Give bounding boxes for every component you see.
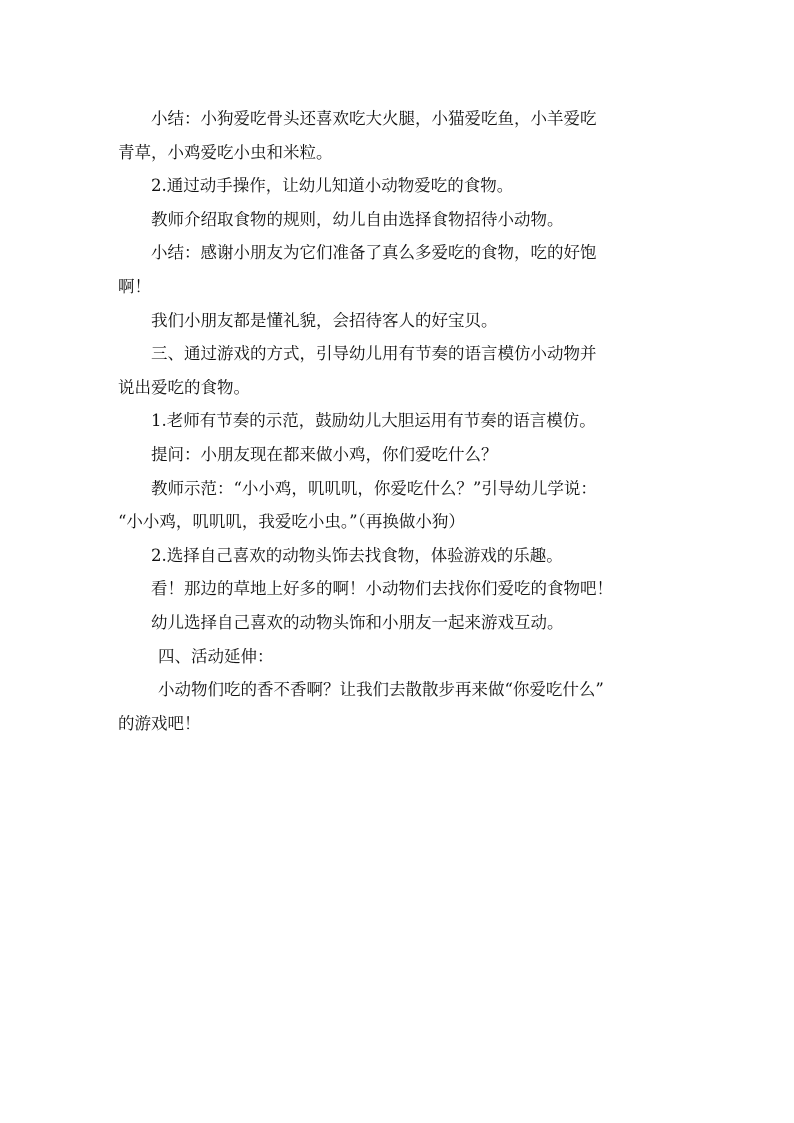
step-2-heading: 2.通过动手操作，让幼儿知道小动物爱吃的食物。 xyxy=(151,176,514,196)
demo-line-1: 教师示范：“小小鸡，叽叽叽，你爱吃什么？”引导幼儿学说： xyxy=(151,478,597,498)
rules-line: 教师介绍取食物的规则，幼儿自由选择食物招待小动物。 xyxy=(151,209,564,229)
step-2b-line: 2.选择自己喜欢的动物头饰去找食物，体验游戏的乐趣。 xyxy=(151,545,563,565)
document-body xyxy=(118,102,678,740)
section-3-heading-line-1: 三、通过游戏的方式，引导幼儿用有节奏的语言模仿小动物并 xyxy=(151,344,597,364)
section-4-heading: 四、活动延伸： xyxy=(158,646,274,666)
summary2-line-1: 小结：感谢小朋友为它们准备了真么多爱吃的食物，吃的好饱 xyxy=(151,243,597,263)
summary2-line-2: 啊！ xyxy=(118,276,151,296)
demo-line-2: “小小鸡，叽叽叽，我爱吃小虫。”（再换做小狗） xyxy=(118,512,465,532)
summary-line-2: 青草，小鸡爱吃小虫和米粒。 xyxy=(118,142,333,162)
summary-line-1: 小结：小狗爱吃骨头还喜欢吃大火腿，小猫爱吃鱼，小羊爱吃 xyxy=(151,109,597,128)
question-line: 提问：小朋友现在都来做小鸡，你们爱吃什么？ xyxy=(151,444,498,464)
look-line: 看！那边的草地上好多的啊！小动物们去找你们爱吃的食物吧！ xyxy=(151,579,613,599)
interaction-line: 幼儿选择自己喜欢的动物头饰和小朋友一起来游戏互动。 xyxy=(151,612,564,632)
step-1-line: 1.老师有节奏的示范，鼓励幼儿大胆运用有节奏的语言模仿。 xyxy=(151,411,596,431)
extension-line-1: 小动物们吃的香不香啊？让我们去散散步再来做“你爱吃什么” xyxy=(158,680,604,700)
praise-line: 我们小朋友都是懂礼貌，会招待客人的好宝贝。 xyxy=(151,310,498,330)
extension-line-2: 的游戏吧！ xyxy=(118,713,201,733)
section-3-heading-line-2: 说出爱吃的食物。 xyxy=(118,377,250,397)
